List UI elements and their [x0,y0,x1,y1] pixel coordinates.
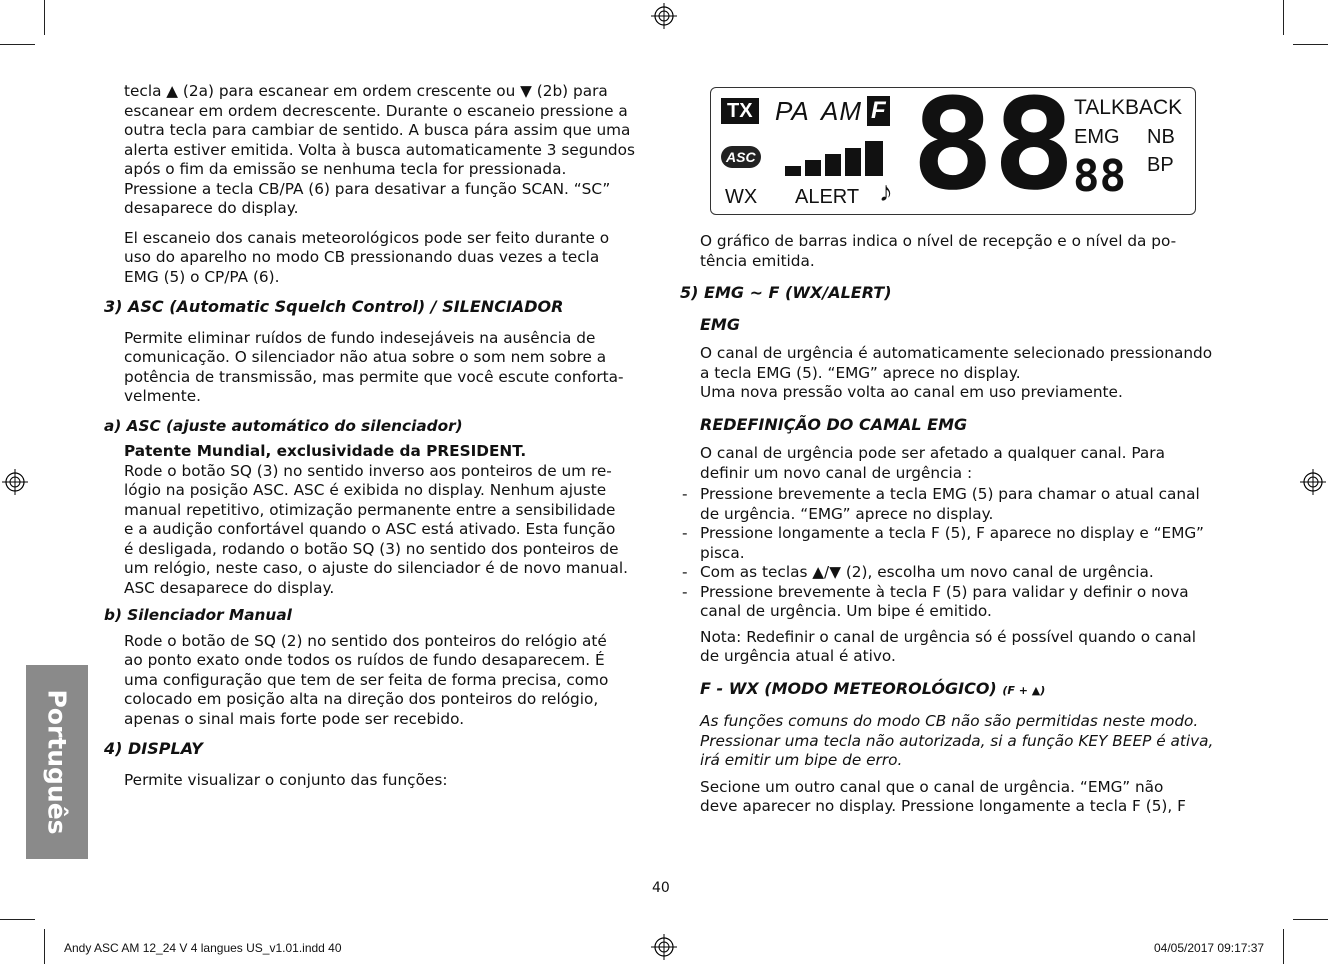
signal-bar-icon [785,138,889,178]
text-line: uma configuração que tem de ser feita de forma precisa, como [124,670,609,689]
text-line: EMG (5) o CP/PA (6). [124,267,280,286]
text-line: - Pressione brevemente a tecla EMG (5) para chamar o atual canal [700,485,1200,503]
list-item [700,524,1224,563]
text-line: lógio na posição ASC. ASC é exibida no display. Nenhum ajuste [124,481,607,499]
text-line: após o fim da emissão se nenhuma tecla for pressionada. [124,160,567,178]
lcd-am-label: AM [821,96,862,126]
redefine-steps-list [680,485,1224,622]
section-heading-display: 4) DISPLAY [104,739,203,758]
redefine-emg-title: REDEFINIÇÃO DO CAMAL EMG [700,414,968,434]
lcd-bp-label: BP [1147,154,1174,176]
text-line: tecla ▲ (2a) para escanear em ordem crescente ou ▼ (2b) para [124,82,608,100]
text-line: uso do aparelho no modo CB pressionando duas vezes a tecla [124,248,600,266]
crop-mark [0,44,35,45]
emg-title: EMG [700,314,740,334]
text-line: As funções comuns do modo CB não são permitidas neste modo. [700,712,1199,730]
section-heading-emg: 5) EMG ~ F (WX/ALERT) [680,283,892,302]
text-line: alerta estiver emitida. Volta à busca automaticamente 3 segundos [124,140,635,159]
fwx-title [680,679,1224,701]
lcd-nb-label: NB [1147,126,1175,148]
lcd-pa-label: PA [775,96,810,126]
text-line: Secione um outro canal que o canal de urgência. “EMG” não [700,777,1164,796]
crop-mark [1283,0,1284,35]
left-column [104,82,648,797]
crop-mark [0,919,35,920]
text-line: potência de transmissão, mas permite que você escute conforta- [124,367,624,386]
text-line: O canal de urgência é automaticamente selecionado pressionando [700,344,1213,362]
text-line: de urgência. “EMG” aprece no display. [700,504,994,523]
text-line: é desligada, rodando o botão SQ (3) no sentido dos ponteiros de [124,539,619,558]
text-line: Nota: Redefinir o canal de urgência só é possível quando o canal [700,627,1197,646]
text-line: O canal de urgência pode ser afetado a qualquer canal. Para [700,444,1165,462]
text-line: colocado em posição alta na direção dos ponteiros do relógio, [124,690,599,708]
asc-description [104,329,648,407]
emg-paragraph [680,344,1224,403]
text-line: ao ponto exato onde todos os ruídos de fundo desaparecem. É [124,651,605,669]
text-line: - Pressione longamente a tecla F (5), F aparece no display e “EMG” [700,524,1204,542]
text-line: outra tecla para cambiar de sentido. A busca pára assim que uma [124,121,631,139]
display-paragraph: Permite visualizar o conjunto das funções: [124,770,448,789]
text-line: Rode o botão SQ (3) no sentido inverso aos ponteiros de um re- [124,461,612,480]
patent-note: Patente Mundial, exclusividade da PRESIDENT. [124,442,527,460]
section-heading-asc: 3) ASC (Automatic Squelch Control) / SILENCIADOR [104,297,564,316]
registration-mark-icon [2,469,28,495]
text-line: deve aparecer no display. Pressione longamente a tecla F (5), F [700,797,1186,815]
text-line: velmente. [124,387,201,405]
text-line: - Com as teclas ▲/▼ (2), escolha um novo canal de urgência. [700,563,1154,581]
scan-paragraph [104,82,648,219]
bargraph-paragraph [680,232,1224,271]
crop-mark [1293,44,1328,45]
lcd-tx-label: TX [721,98,759,124]
list-item [700,485,1224,524]
text-line: Pressione a tecla CB/PA (6) para desativar a função SCAN. “SC” [124,179,611,198]
text-line: Uma nova pressão volta ao canal em uso previamente. [700,383,1123,401]
text-line: comunicação. O silenciador não atua sobre o som nem sobre a [124,348,607,366]
page-number: 40 [652,880,670,896]
lcd-alert-label: ALERT [795,186,860,208]
text-line: escanear em ordem decrescente. Durante o escaneio pressione a [124,101,628,120]
lcd-emg-label: EMG [1074,126,1120,148]
text-line: canal de urgência. Um bipe é emitido. [700,602,992,620]
crop-mark [44,0,45,35]
asc-auto-paragraph [104,442,648,598]
lcd-asc-badge: ASC [721,146,761,168]
text-line: definir um novo canal de urgência : [700,463,973,482]
fwx-keys: (F + ▲) [1002,683,1046,697]
lcd-wx-label: WX [725,186,758,208]
text-line: e a audição confortável quando o ASC está ativado. Esta função [124,520,616,538]
weather-scan-paragraph [104,229,648,288]
text-line: - Pressione brevemente à tecla F (5) para validar y definir o nova [700,582,1189,601]
lcd-note-icon: ♪ [879,176,893,207]
lcd-small-digits: 88 [1073,151,1126,202]
subheading-manual-squelch: b) Silenciador Manual [104,606,292,624]
registration-mark-icon [651,3,677,29]
text-line: Rode o botão de SQ (2) no sentido dos ponteiros do relógio até [124,631,607,650]
text-line: de urgência atual é ativo. [700,647,896,665]
right-column [680,232,1224,824]
fwx-title-text: F - WX (MODO METEOROLÓGICO) [700,678,997,698]
list-item [700,583,1224,622]
subheading-asc-auto: a) ASC (ajuste automático do silenciador) [104,416,463,435]
text-line: irá emitir um bipe de erro. [700,751,903,769]
list-item [700,563,1224,583]
registration-mark-icon [1300,469,1326,495]
crop-mark [1283,929,1284,964]
lcd-display-illustration [710,71,1196,218]
lcd-talkback-label: TALKBACK [1074,96,1183,119]
crop-mark [44,929,45,964]
text-line: desaparece do display. [124,199,299,217]
manual-squelch-paragraph [104,632,648,730]
language-tab-label: Português [42,689,72,835]
text-line: ASC desaparece do display. [124,578,335,597]
text-line: pisca. [700,543,745,562]
crop-mark [1293,919,1328,920]
language-tab [26,665,88,859]
text-line: apenas o sinal mais forte pode ser recebido. [124,709,465,728]
fwx-paragraph [680,712,1224,771]
redefine-paragraph [680,444,1224,483]
text-line: Permite eliminar ruídos de fundo indesejáveis na ausência de [124,328,596,347]
lcd-f-label: F [867,96,890,126]
text-line: manual repetitivo, otimização permanente entre a sensibilidade [124,500,616,519]
registration-mark-icon [651,934,677,960]
footer-timestamp: 04/05/2017 09:17:37 [1154,941,1265,955]
text-line: um relógio, neste caso, o ajuste do silenciador é de novo manual. [124,559,628,577]
footer-filename: Andy ASC AM 12_24 V 4 langues US_v1.01.indd 40 [64,941,342,955]
text-line: tência emitida. [700,251,815,270]
text-line: Pressionar uma tecla não autorizada, si a função KEY BEEP é ativa, [700,731,1214,750]
text-line: El escaneio dos canais meteorológicos pode ser feito durante o [124,228,610,247]
lcd-channel-digits: 88 [911,71,1074,218]
text-line: O gráfico de barras indica o nível de recepção e o nível da po- [700,232,1177,250]
fwx-instructions [680,778,1224,817]
note-paragraph [680,628,1224,667]
text-line: a tecla EMG (5). “EMG” aprece no display. [700,363,1021,382]
